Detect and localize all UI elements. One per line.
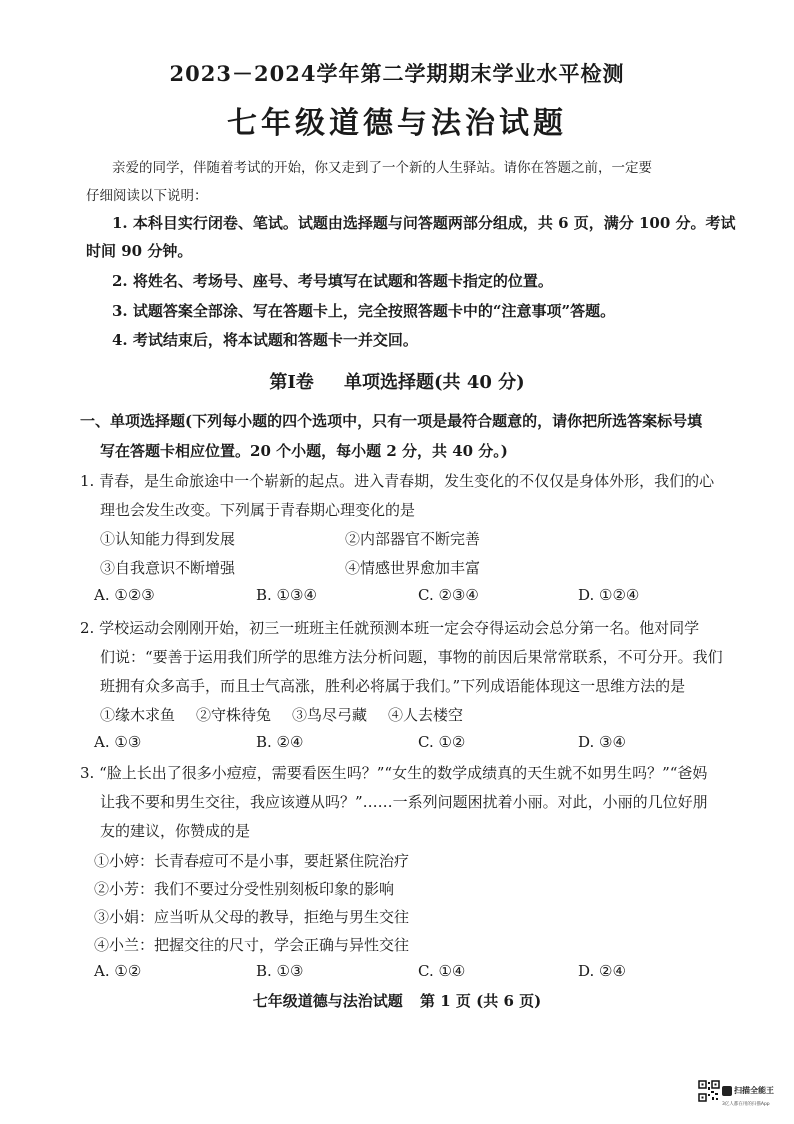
q3-choice-c: C. ①④ <box>418 962 466 980</box>
rule-1-line-2: 时间 90 分钟。 <box>86 242 193 260</box>
q2-item-3: ③鸟尽弓藏 <box>292 706 368 724</box>
q1-choice-d: D. ①②④ <box>578 586 640 604</box>
q3-choice-d: D. ②④ <box>578 962 626 980</box>
page-footer <box>0 990 794 1011</box>
q3-item-4: ④小兰：把握交往的尺寸，学会正确与异性交往 <box>94 936 410 954</box>
footer-subject: 七年级道德与法治试题 <box>252 992 403 1010</box>
q3-stem-line-3: 友的建议，你赞成的是 <box>100 822 251 840</box>
scanner-logo-icon <box>722 1086 732 1096</box>
q3-stem-line-1: 3. “脸上长出了很多小痘痘，需要看医生吗？”“女生的数学成绩真的天生就不如男生吗？”“爸妈 <box>80 764 708 782</box>
scanner-watermark <box>722 1080 782 1107</box>
q1-stem-line-2: 理也会发生改变。下列属于青春期心理变化的是 <box>100 501 416 519</box>
rule-4: 4. 考试结束后，将本试题和答题卡一并交回。 <box>112 331 418 349</box>
q3-item-1: ①小婷：长青春痘可不是小事，要赶紧住院治疗 <box>94 852 410 870</box>
rule-3: 3. 试题答案全部涂、写在答题卡上，完全按照答题卡中的“注意事项”答题。 <box>112 302 616 320</box>
q2-stem-line-2: 们说：“要善于运用我们所学的思维方法分析问题，事物的前因后果常常联系，不可分开。我们 <box>100 648 723 666</box>
q1-stem-line-1: 1. 青春，是生命旅途中一个崭新的起点。进入青春期，发生变化的不仅仅是身体外形，我们的心 <box>80 472 715 490</box>
q3-item-2: ②小芳：我们不要过分受性别刻板印象的影响 <box>94 880 395 898</box>
q3-choice-a: A. ①② <box>94 962 142 980</box>
intro-greeting-line-1: 亲爱的同学，伴随着考试的开始，你又走到了一个新的人生驿站。请你在答题之前，一定要 <box>112 160 652 176</box>
q2-stem-line-3: 班拥有众多高手，而且士气高涨，胜利必将属于我们。”下列成语能体现这一思维方法的是 <box>100 677 686 695</box>
q1-item-1: ①认知能力得到发展 <box>100 530 236 548</box>
q2-choice-b: B. ②④ <box>256 733 304 751</box>
subject-title: 七年级道德与法治试题 <box>227 106 567 141</box>
footer-page-number: 第 1 页 (共 6 页) <box>420 992 542 1010</box>
q3-item-3: ③小娟：应当听从父母的教导，拒绝与男生交往 <box>94 908 410 926</box>
exam-title: 2023－2024学年第二学期期末学业水平检测 <box>169 61 625 86</box>
section-part: 第Ⅰ卷 <box>269 372 314 393</box>
q2-stem-line-1: 2. 学校运动会刚刚开始，初三一班班主任就预测本班一定会夺得运动会总分第一名。他对同学 <box>80 619 700 637</box>
scanner-tagline: 3亿人都在用的扫描App <box>722 1102 770 1107</box>
rule-1-line-1: 1. 本科目实行闭卷、笔试。试题由选择题与问答题两部分组成，共 6 页，满分 100 分。考试 <box>112 214 736 232</box>
q3-choice-b: B. ①③ <box>256 962 304 980</box>
q2-item-4: ④人去楼空 <box>388 706 464 724</box>
q1-choice-a: A. ①②③ <box>94 586 155 604</box>
q1-item-2: ②内部器官不断完善 <box>345 530 481 548</box>
q2-choice-d: D. ③④ <box>578 733 626 751</box>
q2-choice-a: A. ①③ <box>94 733 142 751</box>
q1-choice-c: C. ②③④ <box>418 586 479 604</box>
q1-choice-b: B. ①③④ <box>256 586 317 604</box>
q1-item-3: ③自我意识不断增强 <box>100 559 236 577</box>
instructions-line-2: 写在答题卡相应位置。20 个小题，每小题 2 分，共 40 分。) <box>100 442 508 460</box>
q2-choice-c: C. ①② <box>418 733 466 751</box>
scanner-brand: 扫描全能王 <box>734 1086 774 1095</box>
qr-code-icon <box>698 1080 720 1102</box>
section-name: 单项选择题(共 40 分) <box>344 372 525 393</box>
q3-stem-line-2: 让我不要和男生交往，我应该遵从吗？”……一系列问题困扰着小丽。对此，小丽的几位好朋 <box>100 793 708 811</box>
intro-greeting-line-2: 仔细阅读以下说明： <box>86 188 208 204</box>
q1-item-4: ④情感世界愈加丰富 <box>345 559 481 577</box>
rule-2: 2. 将姓名、考场号、座号、考号填写在试题和答题卡指定的位置。 <box>112 272 553 290</box>
instructions-line-1: 一、单项选择题(下列每小题的四个选项中，只有一项是最符合题意的，请你把所选答案标号填 <box>80 412 703 430</box>
q2-item-1: ①缘木求鱼 <box>100 706 176 724</box>
section-heading <box>0 368 794 394</box>
q2-item-2: ②守株待兔 <box>196 706 272 724</box>
